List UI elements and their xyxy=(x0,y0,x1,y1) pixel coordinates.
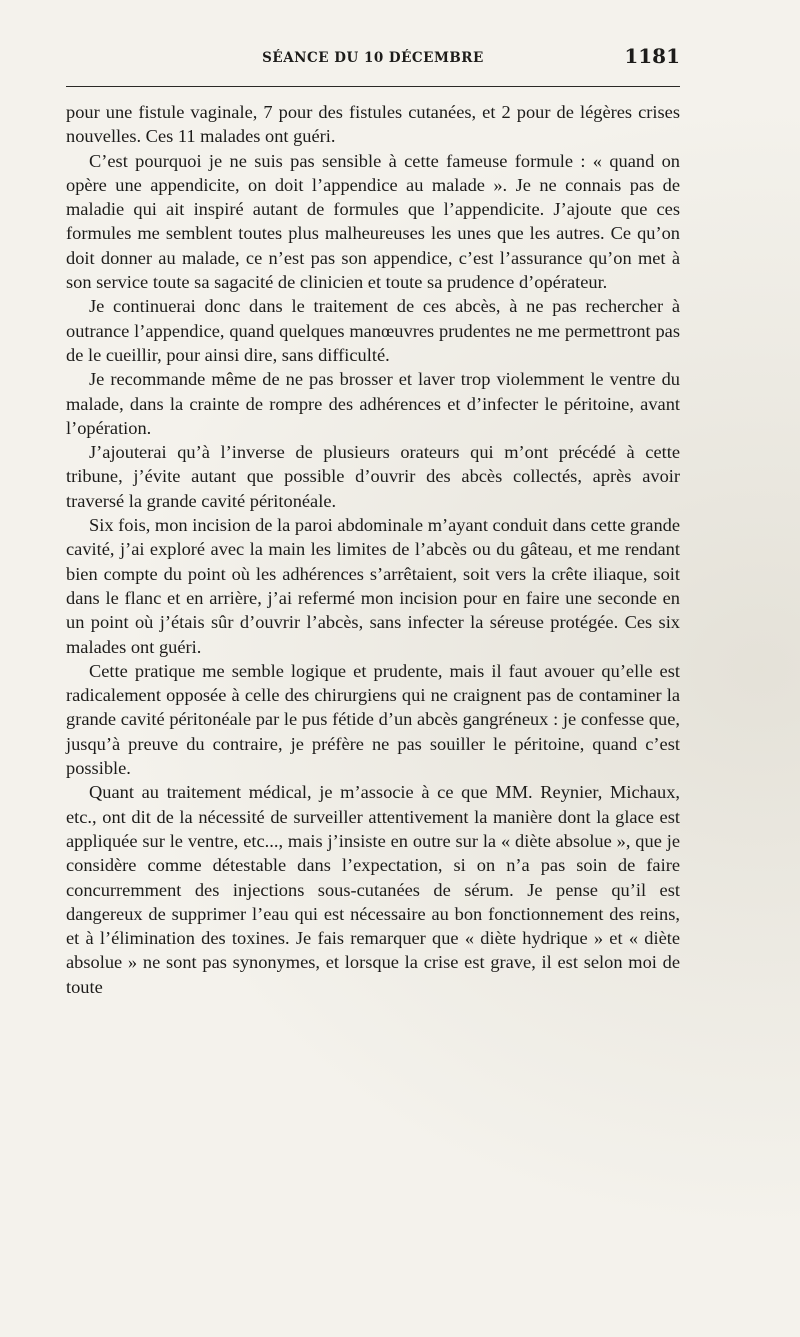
page-number: 1181 xyxy=(624,44,680,68)
body-text xyxy=(66,100,680,999)
paragraph: Je continuerai donc dans le traitement de ces abcès, à ne pas rechercher à outrance l’appendice, quand quelques manœuvres prudentes ne me permettront pas de le cueillir, pour ainsi dire, sans difficulté. xyxy=(66,296,680,365)
running-title: SÉANCE DU 10 DÉCEMBRE xyxy=(262,50,484,66)
paragraph: Je recommande même de ne pas brosser et laver trop violemment le ventre du malade, dans la crainte de rompre des adhérences et d’infecter le péritoine, avant l’opération. xyxy=(66,369,680,438)
paragraph: C’est pourquoi je ne suis pas sensible à cette fameuse formule : « quand on opère une appendicite, on doit l’appendice au malade ». Je ne connais pas de maladie qui ait inspiré autant de formules que l’appendicite. J’ajoute que ces formules me semblent toutes plus malheureuses les unes que les autres. Ce qu’on doit donner au malade, ce n’est pas son appendice, c’est l’assurance qu’on met à son service toute sa sagacité de clinicien et toute sa prudence d’opérateur. xyxy=(66,150,680,293)
paragraph: Quant au traitement médical, je m’associe à ce que MM. Reynier, Michaux, etc., ont dit de la nécessité de surveiller attentivement la manière dont la glace est appliquée sur le ventre, etc..., mais j’insiste en outre sur la « diète absolue », que je considère comme détestable dans l’expectation, si on n’a pas soin de faire concurremment des injections sous-cutanées de sérum. Je pense qu’il est dangereux de supprimer l’eau qui est nécessaire au bon fonctionnement des reins, et à l’élimination des toxines. Je fais remarquer que « diète hydrique » et « diète absolue » ne sont pas synonymes, et lorsque la crise est grave, il est selon moi de toute xyxy=(66,782,680,997)
paragraph: J’ajouterai qu’à l’inverse de plusieurs orateurs qui m’ont précédé à cette tribune, j’évite autant que possible d’ouvrir des abcès collectés, après avoir traversé la grande cavité péritonéale. xyxy=(66,442,680,511)
running-head xyxy=(66,44,680,70)
paragraph-continuation: pour une fistule vaginale, 7 pour des fistules cutanées, et 2 pour de légères crises nouvelles. Ces 11 malades ont guéri. xyxy=(66,102,680,147)
paragraph: Six fois, mon incision de la paroi abdominale m’ayant conduit dans cette grande cavité, j’ai exploré avec la main les limites de l’abcès ou du gâteau, et me rendant bien compte du point où les adhérences s’arrêtaient, soit vers la crête iliaque, soit dans le flanc et en arrière, j’ai refermé mon incision pour en faire une seconde en un point où j’étais sûr d’ouvrir l’abcès, sans infecter la séreuse protégée. Ces six malades ont guéri. xyxy=(66,515,680,657)
paragraph: Cette pratique me semble logique et prudente, mais il faut avouer qu’elle est radicalement opposée à celle des chirurgiens qui ne craignent pas de contaminer la grande cavité péritonéale par le pus fétide d’un abcès gangréneux : je confesse que, jusqu’à preuve du contraire, je préfère ne pas souiller le péritoine, quand c’est possible. xyxy=(66,660,680,779)
header-rule xyxy=(66,86,680,87)
